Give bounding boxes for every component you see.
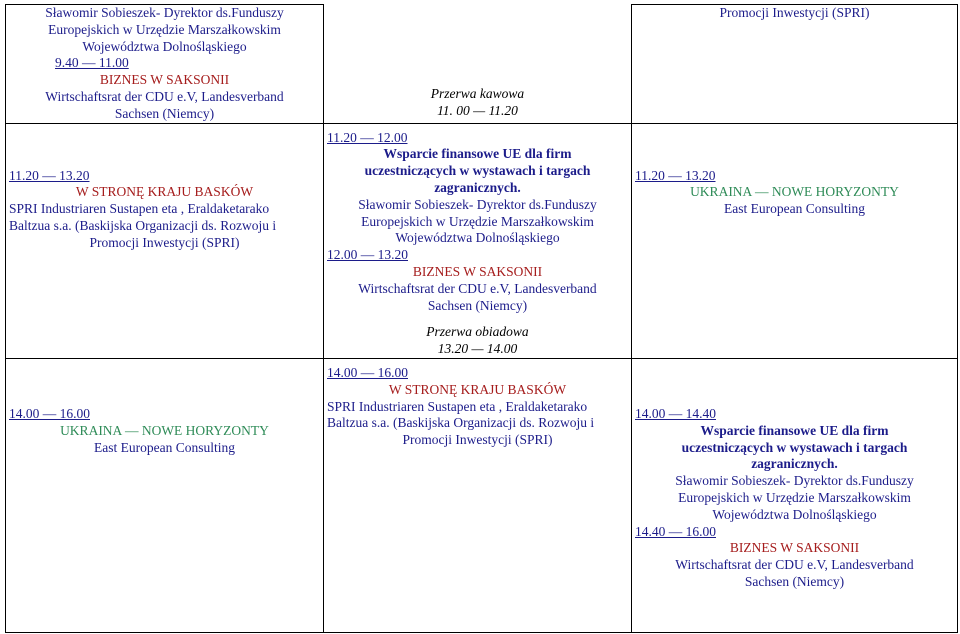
- org-line: SPRI Industriaren Sustapen eta , Eraldaketarako: [327, 398, 588, 414]
- speaker-line: Województwa Dolnośląskiego: [712, 506, 877, 522]
- session-time: 14.00 — 16.00: [9, 405, 90, 421]
- row2-middle-cell: [324, 123, 632, 358]
- session-title-line: Wsparcie finansowe UE dla firm: [700, 422, 889, 438]
- row1-left-cell: [6, 5, 324, 124]
- session-title-line: uczestniczących w wystawach i targach: [681, 439, 908, 455]
- session-time: 14.00 — 16.00: [327, 364, 408, 380]
- break-time: 11. 00 — 11.20: [437, 102, 518, 118]
- session-title: UKRAINA — NOWE HORYZONTY: [60, 422, 269, 438]
- session-title: BIZNES W SAKSONII: [99, 72, 230, 88]
- org-line: East European Consulting: [724, 201, 865, 217]
- speaker-line: Sławomir Sobieszek- Dyrektor ds.Funduszy: [358, 196, 597, 212]
- org-line: Baltzua s.a. (Baskijska Organizacji ds. Rozwoju i: [327, 415, 595, 431]
- schedule-table: [5, 4, 958, 633]
- row2-left-cell: [6, 123, 324, 358]
- schedule-row-3: [6, 358, 958, 632]
- session-time: 14.40 — 16.00: [635, 523, 716, 539]
- session-title-line: zagranicznych.: [434, 179, 521, 195]
- speaker-line: Europejskich w Urzędzie Marszałkowskim: [678, 489, 911, 505]
- speaker-line: Europejskich w Urzędzie Marszałkowskim: [48, 21, 281, 37]
- org-line: Sachsen (Niemcy): [744, 573, 845, 589]
- org-line: Baltzua s.a. (Baskijska Organizacji ds. Rozwoju i: [9, 217, 277, 233]
- schedule-row-1: [6, 5, 958, 124]
- row1-middle-cell: [324, 5, 632, 124]
- speaker-line: Europejskich w Urzędzie Marszałkowskim: [361, 213, 594, 229]
- speaker-line: Województwa Dolnośląskiego: [395, 230, 560, 246]
- break-time: 13.20 — 14.00: [437, 341, 518, 357]
- org-line: Promocji Inwestycji (SPRI): [719, 5, 870, 20]
- session-title: BIZNES W SAKSONII: [729, 540, 860, 556]
- org-line: East European Consulting: [94, 439, 235, 455]
- org-line: Wirtschaftsrat der CDU e.V, Landesverband: [675, 557, 914, 573]
- session-title-line: uczestniczących w wystawach i targach: [364, 163, 591, 179]
- session-title-line: Wsparcie finansowe UE dla firm: [383, 146, 572, 162]
- row3-right-cell: [632, 358, 958, 632]
- session-time: 11.20 — 13.20: [9, 167, 90, 183]
- org-line: Promocji Inwestycji (SPRI): [402, 432, 553, 448]
- session-title: W STRONĘ KRAJU BASKÓW: [75, 184, 254, 200]
- org-line: SPRI Industriaren Sustapen eta , Eraldaketarako: [9, 201, 270, 217]
- session-title-line: zagranicznych.: [751, 456, 838, 472]
- session-time: 11.20 — 12.00: [327, 129, 408, 145]
- session-title: UKRAINA — NOWE HORYZONTY: [690, 184, 899, 200]
- row1-right-cell: [632, 5, 958, 124]
- row3-middle-cell: [324, 358, 632, 632]
- org-line: Sachsen (Niemcy): [114, 105, 215, 121]
- session-time: 14.00 — 14.40: [635, 405, 716, 421]
- break-title: Przerwa kawowa: [430, 85, 525, 101]
- org-line: Wirtschaftsrat der CDU e.V, Landesverband: [45, 88, 284, 104]
- schedule-row-2: [6, 123, 958, 358]
- session-title: W STRONĘ KRAJU BASKÓW: [388, 381, 567, 397]
- speaker-line: Sławomir Sobieszek- Dyrektor ds.Funduszy: [675, 473, 914, 489]
- break-title: Przerwa obiadowa: [426, 324, 529, 340]
- row2-right-cell: [632, 123, 958, 358]
- speaker-line: Województwa Dolnośląskiego: [82, 38, 247, 54]
- session-time: 9.40 — 11.00: [55, 55, 129, 71]
- org-line: Wirtschaftsrat der CDU e.V, Landesverband: [358, 280, 597, 296]
- speaker-line: Sławomir Sobieszek- Dyrektor ds.Funduszy: [45, 5, 284, 20]
- session-time: 11.20 — 13.20: [635, 167, 716, 183]
- session-title: BIZNES W SAKSONII: [412, 263, 543, 279]
- session-time: 12.00 — 13.20: [327, 247, 408, 263]
- org-line: Sachsen (Niemcy): [427, 297, 528, 313]
- row3-left-cell: [6, 358, 324, 632]
- org-line: Promocji Inwestycji (SPRI): [89, 234, 240, 250]
